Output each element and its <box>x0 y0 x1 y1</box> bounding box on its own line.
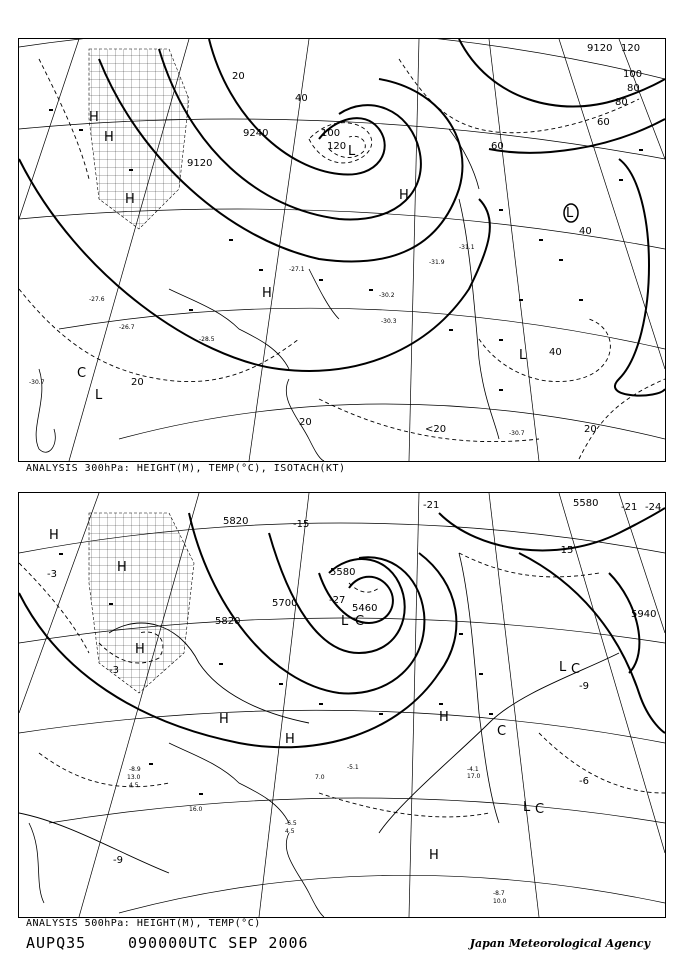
temp-label: -9 <box>113 855 123 866</box>
isotach-label: 40 <box>295 93 308 104</box>
station-value: -6.5 <box>285 820 297 827</box>
cold-center: C <box>535 802 545 817</box>
low-center: L <box>559 660 567 675</box>
temperature-reading: -30.2 <box>379 292 395 299</box>
height-label: 5820 <box>223 516 249 527</box>
low-center: L <box>566 206 574 221</box>
low-center: L <box>95 388 103 403</box>
isotach-label: 40 <box>579 226 592 237</box>
isotach-label: 100 <box>623 69 643 80</box>
caption-500hpa: ANALYSIS 500hPa: HEIGHT(M), TEMP(°C) <box>26 918 261 929</box>
height-label: 5820 <box>215 616 241 627</box>
temp-label: -15 <box>293 519 310 530</box>
high-center: H <box>49 528 59 543</box>
temperature-reading: -26.7 <box>119 324 135 331</box>
height-label: 5940 <box>631 609 657 620</box>
isotach-label: 60 <box>491 141 504 152</box>
high-center: H <box>104 130 114 145</box>
station-value: 17.0 <box>467 773 481 780</box>
map-300hpa-drawing <box>19 39 665 461</box>
high-center: H <box>285 732 295 747</box>
chart-code: AUPQ35 <box>26 934 87 952</box>
isotach-label: 40 <box>549 347 562 358</box>
isotach-label: 60 <box>597 117 610 128</box>
isotach-label: 100 <box>321 128 341 139</box>
isotach-label: 20 <box>131 377 144 388</box>
low-center: L <box>523 800 531 815</box>
station-value: -8.7 <box>493 890 505 897</box>
temperature-reading: -31.1 <box>459 244 475 251</box>
grid-shaded-region <box>89 513 194 693</box>
temperature-reading: -28.5 <box>199 336 215 343</box>
station-value: 4.5 <box>285 828 295 835</box>
station-value: 16.0 <box>189 806 203 813</box>
agency-name: Japan Meteorological Agency <box>469 937 650 950</box>
station-value: 10.0 <box>493 898 507 905</box>
station-value: 13.0 <box>127 774 141 781</box>
temperature-reading: -27.6 <box>89 296 105 303</box>
isotach-label: 80 <box>615 97 628 108</box>
high-center: H <box>399 188 409 203</box>
isotach-labels <box>131 43 642 435</box>
height-label: 9120 <box>187 158 213 169</box>
high-center: H <box>89 110 99 125</box>
station-value: 7.0 <box>315 774 325 781</box>
temperature-reading: -30.3 <box>381 318 397 325</box>
isotach-label: 20 <box>232 71 245 82</box>
isotach-label: 120 <box>621 43 641 54</box>
height-label: 5580 <box>573 498 599 509</box>
height-label: 5460 <box>352 603 378 614</box>
high-center: H <box>439 710 449 725</box>
isotach-label: <20 <box>425 424 447 435</box>
temperature-reading: -31.9 <box>429 259 445 266</box>
temperature-reading: -27.1 <box>289 266 305 273</box>
map-500hpa <box>18 492 666 918</box>
temp-label: -3 <box>109 665 119 676</box>
low-center: L <box>519 348 527 363</box>
isotach-label: 20 <box>584 424 597 435</box>
temperature-reading: -30.7 <box>29 379 45 386</box>
low-center: L <box>348 144 356 159</box>
cold-center: C <box>571 662 581 677</box>
high-center: H <box>262 286 272 301</box>
temp-label: -6 <box>579 776 589 787</box>
map-300hpa <box>18 38 666 462</box>
temp-label: -15 <box>557 545 574 556</box>
height-label: 5700 <box>272 598 298 609</box>
map-500hpa-drawing <box>19 493 665 917</box>
cold-center: C <box>77 366 87 381</box>
isotach-label: 80 <box>627 83 640 94</box>
temp-label: -3 <box>47 569 57 580</box>
isotach-label: 120 <box>327 141 347 152</box>
height-labels <box>187 43 612 169</box>
height-label: 5580 <box>330 567 356 578</box>
height-label: 9240 <box>243 128 269 139</box>
low-center: L <box>341 614 349 629</box>
temp-label: -21 <box>423 500 440 511</box>
high-center: H <box>429 848 439 863</box>
high-center: H <box>125 192 135 207</box>
height-label: 9120 <box>587 43 613 54</box>
high-center: H <box>117 560 127 575</box>
cold-center: C <box>497 724 507 739</box>
station-value: -4.1 <box>467 766 479 773</box>
temp-label: -9 <box>579 681 589 692</box>
temp-label: -21 <box>621 502 638 513</box>
station-value: -8.9 <box>129 766 141 773</box>
issue-time: 090000UTC SEP 2006 <box>128 934 309 952</box>
station-values <box>127 764 507 905</box>
high-center: H <box>135 642 145 657</box>
temp-label: -27 <box>329 595 346 606</box>
cold-center: C <box>355 614 365 629</box>
isotach-label: 20 <box>299 417 312 428</box>
temperature-reading: -30.7 <box>509 430 525 437</box>
caption-300hpa: ANALYSIS 300hPa: HEIGHT(M), TEMP(°C), ISOTACH(KT) <box>26 463 346 474</box>
station-value: -5.1 <box>347 764 359 771</box>
temp-label: -24 <box>645 502 662 513</box>
station-value: 4.5 <box>129 782 139 789</box>
high-center: H <box>219 712 229 727</box>
